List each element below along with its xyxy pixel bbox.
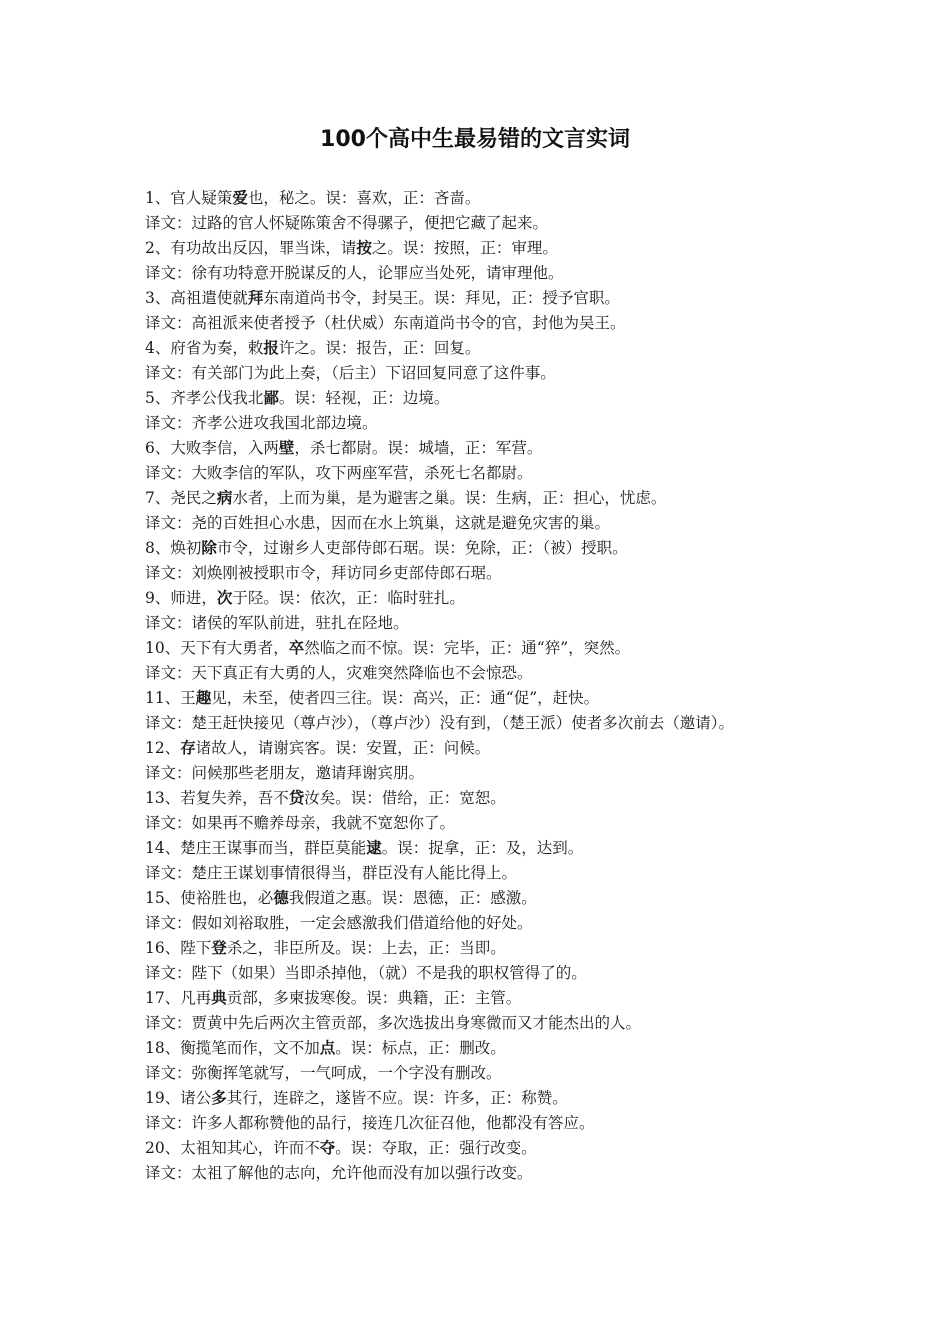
entry-source-text-rest: 杀之，非臣所及。误：上去，正：当即。 bbox=[226, 939, 506, 957]
entry-source-line: 3、高祖遣使就拜东南道尚书令，封吴王。误：拜见，正：授予官职。 bbox=[145, 289, 620, 307]
entry-item bbox=[145, 336, 815, 386]
entry-translation-line bbox=[145, 911, 815, 936]
entry-source-line: 1、官人疑策爱也，秘之。误：喜欢，正：吝啬。 bbox=[145, 189, 481, 207]
translation-text: 许多人都称赞他的品行，接连几次征召他，他都没有答应。 bbox=[191, 1114, 595, 1132]
translation-text: 徐有功特意开脱谋反的人，论罪应当处死，请审理他。 bbox=[191, 264, 564, 282]
entry-number: 12 bbox=[145, 739, 165, 757]
entry-item bbox=[145, 386, 815, 436]
entry-item bbox=[145, 236, 815, 286]
entry-number: 2 bbox=[145, 239, 155, 257]
entry-source-text: 天下有大勇者， bbox=[180, 639, 289, 657]
entry-source-text: 楚庄王谋事而当，群臣莫能 bbox=[180, 839, 367, 857]
translation-label: 译文： bbox=[145, 314, 192, 332]
entry-number: 20 bbox=[145, 1139, 165, 1157]
entry-number: 1 bbox=[145, 189, 155, 207]
translation-text: 陛下（如果）当即杀掉他，（就）不是我的职权管得了的。 bbox=[191, 964, 587, 982]
translation-text: 楚王赶快接见（尊卢沙），（尊卢沙）没有到，（楚王派）使者多次前去（邀请）。 bbox=[191, 714, 735, 732]
entry-translation-line bbox=[145, 961, 815, 986]
entry-item bbox=[145, 586, 815, 636]
entry-source-text: 高祖遣使就 bbox=[170, 289, 248, 307]
entry-key-word: 典 bbox=[211, 989, 227, 1007]
entry-source-text-rest: 水者，上而为巢，是为避害之巢。误：生病，正：担心，忧虑。 bbox=[232, 489, 667, 507]
entry-key-word: 德 bbox=[273, 889, 289, 907]
entry-key-word: 除 bbox=[201, 539, 217, 557]
entry-item bbox=[145, 936, 815, 986]
entry-source-line: 7、尧民之病水者，上而为巢，是为避害之巢。误：生病，正：担心，忧虑。 bbox=[145, 489, 667, 507]
entry-source-text: 衡揽笔而作，文不加 bbox=[180, 1039, 320, 1057]
entry-source-line: 17、凡再典贡部，多柬拔寒俊。误：典籍，正：主管。 bbox=[145, 989, 522, 1007]
entry-source-text-rest: 东南道尚书令，封吴王。误：拜见，正：授予官职。 bbox=[263, 289, 620, 307]
entry-source-text-rest: 。误：轻视，正：边境。 bbox=[278, 389, 450, 407]
translation-label: 译文： bbox=[145, 464, 192, 482]
entry-source-text: 齐孝公伐我北 bbox=[170, 389, 264, 407]
entry-source-text-rest: 也，秘之。误：喜欢，正：吝啬。 bbox=[247, 189, 481, 207]
entry-number: 6 bbox=[145, 439, 155, 457]
translation-text: 诸侯的军队前进，驻扎在陉地。 bbox=[191, 614, 409, 632]
entry-source-text-rest: 诸故人，请谢宾客。误：安置，正：问候。 bbox=[195, 739, 491, 757]
entry-source-line: 12、存诸故人，请谢宾客。误：安置，正：问候。 bbox=[145, 739, 491, 757]
entry-item bbox=[145, 786, 815, 836]
entry-source-text: 大败李信，入两 bbox=[170, 439, 279, 457]
entry-source-line: 16、陛下登杀之，非臣所及。误：上去，正：当即。 bbox=[145, 939, 506, 957]
entry-number: 4 bbox=[145, 339, 155, 357]
entry-number: 9 bbox=[145, 589, 155, 607]
entry-item bbox=[145, 1136, 815, 1186]
entry-number: 8 bbox=[145, 539, 155, 557]
entry-item bbox=[145, 1036, 815, 1086]
translation-text: 楚庄王谋划事情很得当，群臣没有人能比得上。 bbox=[191, 864, 518, 882]
entry-item bbox=[145, 686, 815, 736]
entry-number: 13 bbox=[145, 789, 165, 807]
entry-source-text-rest: 贡部，多柬拔寒俊。误：典籍，正：主管。 bbox=[226, 989, 522, 1007]
entry-translation-line bbox=[145, 511, 815, 536]
entry-number: 19 bbox=[145, 1089, 165, 1107]
translation-label: 译文： bbox=[145, 614, 192, 632]
entry-key-word: 存 bbox=[180, 739, 196, 757]
entry-translation-line bbox=[145, 411, 815, 436]
entry-source-text: 使裕胜也，必 bbox=[180, 889, 274, 907]
document-title: 100个高中生最易错的文言实词 bbox=[320, 127, 630, 152]
entry-source-text-rest: 。误：夺取，正：强行改变。 bbox=[335, 1139, 537, 1157]
entry-number: 7 bbox=[145, 489, 155, 507]
entry-key-word: 爱 bbox=[232, 189, 248, 207]
translation-label: 译文： bbox=[145, 814, 192, 832]
entry-key-word: 登 bbox=[211, 939, 227, 957]
entry-key-word: 多 bbox=[211, 1089, 227, 1107]
translation-label: 译文： bbox=[145, 1064, 192, 1082]
entry-source-text-rest: 然临之而不惊。误：完毕，正：通“猝”，突然。 bbox=[304, 639, 631, 657]
entry-key-word: 报 bbox=[263, 339, 279, 357]
entry-translation-line bbox=[145, 811, 815, 836]
entry-source-text: 诸公 bbox=[180, 1089, 212, 1107]
translation-label: 译文： bbox=[145, 264, 192, 282]
entry-number: 16 bbox=[145, 939, 165, 957]
translation-label: 译文： bbox=[145, 414, 192, 432]
entry-translation-line bbox=[145, 761, 815, 786]
entry-source-text-rest: ，杀七都尉。误：城墙，正：军营。 bbox=[294, 439, 543, 457]
entry-source-text: 太祖知其心，许而不 bbox=[180, 1139, 320, 1157]
entry-translation-line bbox=[145, 1111, 815, 1136]
translation-label: 译文： bbox=[145, 1114, 192, 1132]
entry-key-word: 卒 bbox=[288, 639, 305, 657]
entry-source-line: 13、若复失养，吾不贷汝矣。误：借给，正：宽恕。 bbox=[145, 789, 506, 807]
entry-number: 3 bbox=[145, 289, 155, 307]
entry-source-line: 9、师进，次于陉。误：依次，正：临时驻扎。 bbox=[145, 589, 465, 607]
entry-source-text: 尧民之 bbox=[170, 489, 217, 507]
entry-item bbox=[145, 1086, 815, 1136]
translation-text: 贾黄中先后两次主管贡部，多次选拔出身寒微而又才能杰出的人。 bbox=[191, 1014, 642, 1032]
translation-label: 译文： bbox=[145, 764, 192, 782]
entry-translation-line bbox=[145, 661, 815, 686]
entry-key-word: 鄙 bbox=[263, 389, 279, 407]
translation-text: 弥衡挥笔就写，一气呵成，一个字没有删改。 bbox=[191, 1064, 502, 1082]
entry-key-word: 病 bbox=[216, 489, 233, 507]
translation-label: 译文： bbox=[145, 964, 192, 982]
entry-source-line: 10、天下有大勇者，卒然临之而不惊。误：完毕，正：通“猝”，突然。 bbox=[145, 639, 631, 657]
entry-translation-line bbox=[145, 461, 815, 486]
entry-translation-line bbox=[145, 561, 815, 586]
translation-label: 译文： bbox=[145, 1164, 192, 1182]
entry-item bbox=[145, 636, 815, 686]
translation-text: 大败李信的军队，攻下两座军营，杀死七名都尉。 bbox=[191, 464, 533, 482]
translation-text: 齐孝公进攻我国北部边境。 bbox=[191, 414, 378, 432]
translation-label: 译文： bbox=[145, 914, 192, 932]
translation-label: 译文： bbox=[145, 564, 192, 582]
entry-number: 17 bbox=[145, 989, 165, 1007]
entry-number: 18 bbox=[145, 1039, 165, 1057]
entry-translation-line bbox=[145, 611, 815, 636]
entry-key-word: 夺 bbox=[319, 1139, 336, 1157]
entry-item bbox=[145, 986, 815, 1036]
entry-item bbox=[145, 886, 815, 936]
entry-item bbox=[145, 836, 815, 886]
entry-source-text-rest: 许之。误：报告，正：回复。 bbox=[278, 339, 481, 357]
translation-label: 译文： bbox=[145, 1014, 192, 1032]
entry-item bbox=[145, 436, 815, 486]
entry-source-line: 15、使裕胜也，必德我假道之惠。误：恩德，正：感激。 bbox=[145, 889, 537, 907]
entry-translation-line bbox=[145, 311, 815, 336]
entry-source-text: 府省为奏，敕 bbox=[170, 339, 264, 357]
entry-translation-line bbox=[145, 1161, 815, 1186]
entry-item bbox=[145, 736, 815, 786]
translation-text: 天下真正有大勇的人，灾难突然降临也不会惊恐。 bbox=[191, 664, 533, 682]
translation-text: 有关部门为此上奏，（后主）下诏回复同意了这件事。 bbox=[191, 364, 556, 382]
entry-source-text: 官人疑策 bbox=[170, 189, 233, 207]
entry-source-line: 5、齐孝公伐我北鄙。误：轻视，正：边境。 bbox=[145, 389, 450, 407]
entry-translation-line bbox=[145, 261, 815, 286]
entry-item bbox=[145, 536, 815, 586]
entry-source-text: 师进， bbox=[170, 589, 217, 607]
translation-label: 译文： bbox=[145, 514, 192, 532]
translation-label: 译文： bbox=[145, 364, 192, 382]
entry-number: 14 bbox=[145, 839, 165, 857]
entry-source-text: 陛下 bbox=[180, 939, 212, 957]
entry-number: 5 bbox=[145, 389, 155, 407]
entry-source-text-rest: 。误：捉拿，正：及，达到。 bbox=[381, 839, 584, 857]
entry-source-line: 14、楚庄王谋事而当，群臣莫能逮。误：捉拿，正：及，达到。 bbox=[145, 839, 584, 857]
entry-translation-line bbox=[145, 211, 815, 236]
entry-source-text-rest: 汝矣。误：借给，正：宽恕。 bbox=[304, 789, 506, 807]
entry-source-text: 焕初 bbox=[170, 539, 202, 557]
entry-source-line: 2、有功故出反囚，罪当诛，请按之。误：按照，正：审理。 bbox=[145, 239, 558, 257]
entry-source-text: 王 bbox=[180, 689, 196, 707]
entry-source-text: 有功故出反囚，罪当诛，请 bbox=[170, 239, 357, 257]
entry-source-line: 8、焕初除市令，过谢乡人吏部侍郎石琚。误：免除，正：（被）授职。 bbox=[145, 539, 628, 557]
translation-text: 过路的官人怀疑陈策舍不得骡子，便把它藏了起来。 bbox=[191, 214, 549, 232]
entry-translation-line bbox=[145, 711, 815, 736]
translation-label: 译文： bbox=[145, 864, 192, 882]
entry-number: 15 bbox=[145, 889, 165, 907]
entry-key-word: 点 bbox=[319, 1039, 336, 1057]
entry-source-text-rest: 。误：标点，正：删改。 bbox=[335, 1039, 506, 1057]
translation-label: 译文： bbox=[145, 664, 192, 682]
entry-number: 10 bbox=[145, 639, 165, 657]
translation-text: 刘焕刚被授职市令，拜访同乡吏部侍郎石琚。 bbox=[191, 564, 502, 582]
entry-translation-line bbox=[145, 1061, 815, 1086]
entry-source-text-rest: 其行，连辟之，遂皆不应。误：许多，正：称赞。 bbox=[226, 1089, 568, 1107]
entry-source-text-rest: 见，未至，使者四三往。误：高兴，正：通“促”，赶快。 bbox=[211, 689, 600, 707]
entry-key-word: 逮 bbox=[366, 839, 382, 857]
entry-source-line: 4、府省为奏，敕报许之。误：报告，正：回复。 bbox=[145, 339, 481, 357]
entry-source-text: 凡再 bbox=[180, 989, 212, 1007]
entry-key-word: 趣 bbox=[195, 689, 212, 707]
entry-source-line: 20、太祖知其心，许而不夺。误：夺取，正：强行改变。 bbox=[145, 1139, 537, 1157]
entry-item bbox=[145, 486, 815, 536]
translation-label: 译文： bbox=[145, 214, 192, 232]
translation-text: 假如刘裕取胜，一定会感激我们借道给他的好处。 bbox=[191, 914, 533, 932]
entry-item bbox=[145, 186, 815, 236]
translation-text: 尧的百姓担心水患，因而在水上筑巢，这就是避免灾害的巢。 bbox=[191, 514, 611, 532]
entry-number: 11 bbox=[145, 689, 165, 707]
entry-key-word: 按 bbox=[356, 239, 372, 257]
entry-translation-line bbox=[145, 861, 815, 886]
entry-source-line: 18、衡揽笔而作，文不加点。误：标点，正：删改。 bbox=[145, 1039, 506, 1057]
entry-source-text-rest: 于陉。误：依次，正：临时驻扎。 bbox=[232, 589, 465, 607]
translation-text: 问候那些老朋友，邀请拜谢宾朋。 bbox=[191, 764, 425, 782]
entry-list bbox=[145, 186, 815, 1186]
translation-text: 高祖派来使者授予（杜伏威）东南道尚书令的官，封他为吴王。 bbox=[191, 314, 626, 332]
entry-key-word: 次 bbox=[216, 589, 233, 607]
entry-translation-line bbox=[145, 1011, 815, 1036]
entry-key-word: 贷 bbox=[288, 789, 305, 807]
entry-source-line: 11、王趣见，未至，使者四三往。误：高兴，正：通“促”，赶快。 bbox=[145, 689, 600, 707]
translation-text: 如果再不赡养母亲，我就不宽恕你了。 bbox=[191, 814, 456, 832]
entry-source-text-rest: 市令，过谢乡人吏部侍郎石琚。误：免除，正：（被）授职。 bbox=[216, 539, 628, 557]
entry-source-text-rest: 之。误：按照，正：审理。 bbox=[371, 239, 558, 257]
translation-text: 太祖了解他的志向，允许他而没有加以强行改变。 bbox=[191, 1164, 533, 1182]
entry-source-text: 若复失养，吾不 bbox=[180, 789, 289, 807]
entry-item bbox=[145, 286, 815, 336]
entry-translation-line bbox=[145, 361, 815, 386]
entry-source-line: 6、大败李信，入两壁，杀七都尉。误：城墙，正：军营。 bbox=[145, 439, 543, 457]
entry-key-word: 壁 bbox=[278, 439, 295, 457]
translation-label: 译文： bbox=[145, 714, 192, 732]
entry-source-text-rest: 我假道之惠。误：恩德，正：感激。 bbox=[288, 889, 537, 907]
entry-source-line: 19、诸公多其行，连辟之，遂皆不应。误：许多，正：称赞。 bbox=[145, 1089, 568, 1107]
entry-key-word: 拜 bbox=[247, 289, 264, 307]
